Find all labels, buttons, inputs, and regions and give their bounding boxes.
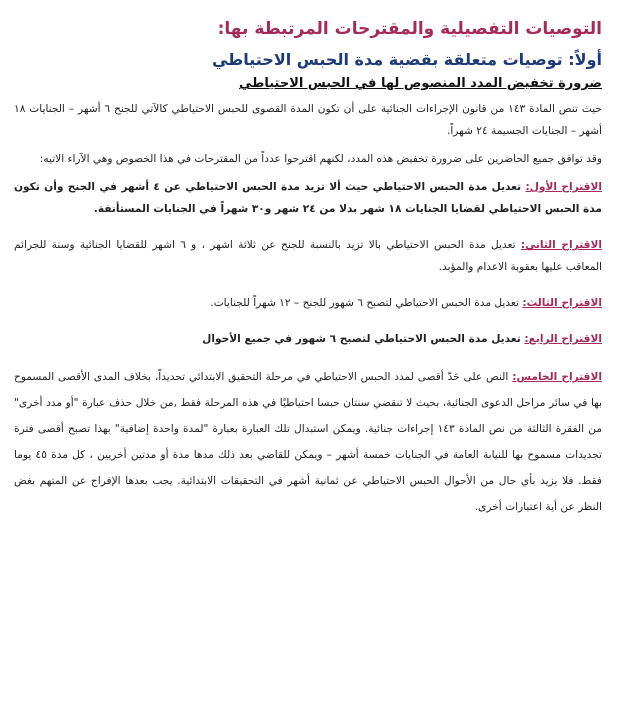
proposal-1-text: تعديل مدة الحبس الاحتياطي حيث ألا تزيد مدة الحبس الاحتياطي عن ٤ أشهر في الجنح وأن تكون مدة الحبس الاحتياطي لقضايا الجنايات ١٨ شهر بدلا من ٢٤ شهر و٣٠ شهراً في الجنايات المستأنفة. xyxy=(14,181,602,215)
proposal-2 xyxy=(14,234,602,278)
proposal-2-label: الاقتراح الثاني: xyxy=(520,239,602,251)
proposal-5-label: الاقتراح الخامس: xyxy=(512,371,602,383)
proposal-1 xyxy=(14,176,602,220)
proposal-1-label: الاقتراح الأول: xyxy=(525,181,603,193)
proposal-3-text: تعديل مدة الحبس الاحتياطي لتصبح ٦ شهور للجنح – ١٢ شهراً للجنايات. xyxy=(210,297,523,309)
consensus-paragraph: وقد توافق جميع الحاضرين على ضرورة تخفيض هذه المدد، لكنهم اقترحوا عدداً من المقترحات في هذا الخصوص وهي الآراء الاتيه: xyxy=(39,153,602,165)
proposal-4-text: تعديل مدة الحبس الاحتياطي لتصبح ٦ شهور في جميع الأحوال xyxy=(202,333,525,345)
proposal-5-text: النص على حَدّ أقصى لمدد الحبس الاحتياطي في مرحلة التحقيق الابتدائي تحديداً، بخلاف المدى الأقصى المسموح بها في سائر مراحل الدعوى الجنائية، بحيث لا تنقضي سنتان حبسا احتياطيًا في هذه المرحلة فقط ,من خلال حذف عبارة "أو مدد أخرى" من الفقرة الثالثة من نص المادة ١٤٣ إجراءات جنائية. ويمكن استبدال تلك العبارة بعبارة "لمدة واحدة إضافية" بهذا تصبح أقصى فترة تجديدات مسموح بها للنيابة العامة في الجنايات خمسة أشهر – ويمكن للقاضي بعد ذلك مدها مدة أو مدتين أخريين ، كل مدة ٤٥ يوما فقط. فلا يزيد بأي حال من الأحوال الحبس الاحتياطي عن ثمانية أشهر في التحقيقات الابتدائية. يجب بعدها الإفراج عن المتهم بغض النظر عن أية اعتبارات أخرى. xyxy=(14,371,602,513)
intro-paragraph: حيث تنص المادة ١٤٣ من قانون الإجراءات الجنائية على أن تكون المدة القصوى للحبس الاحتياطي كالآتي للجنح ٦ أشهر – الجنايات ١٨ أشهر – الجنايات الجسيمة ٢٤ شهراً. xyxy=(14,103,602,137)
proposal-4-label: الاقتراح الرابع: xyxy=(524,333,602,345)
document-heading: التوصيات التفصيلية والمقترحات المرتبطة بها: xyxy=(217,19,602,39)
section-title: ضرورة تخفيض المدد المنصوص لها في الحبس الاحتياطي xyxy=(238,76,602,91)
proposal-4 xyxy=(14,328,602,350)
proposal-5 xyxy=(14,364,602,520)
section-subheading: أولاً: توصيات متعلقة بقضية مدة الحبس الاحتياطي xyxy=(211,50,602,69)
proposal-3-label: الاقتراح الثالث: xyxy=(522,297,602,309)
proposal-2-text: تعديل مدة الحبس الاحتياطي بالا تزيد بالنسبة للجنح عن ثلاثة اشهر ، و ٦ اشهر للقضايا الجنائية وسنة للجرائم المعاقب عليها بعقوبة الاعدام والمؤبد. xyxy=(14,239,602,273)
proposal-3 xyxy=(14,292,602,314)
